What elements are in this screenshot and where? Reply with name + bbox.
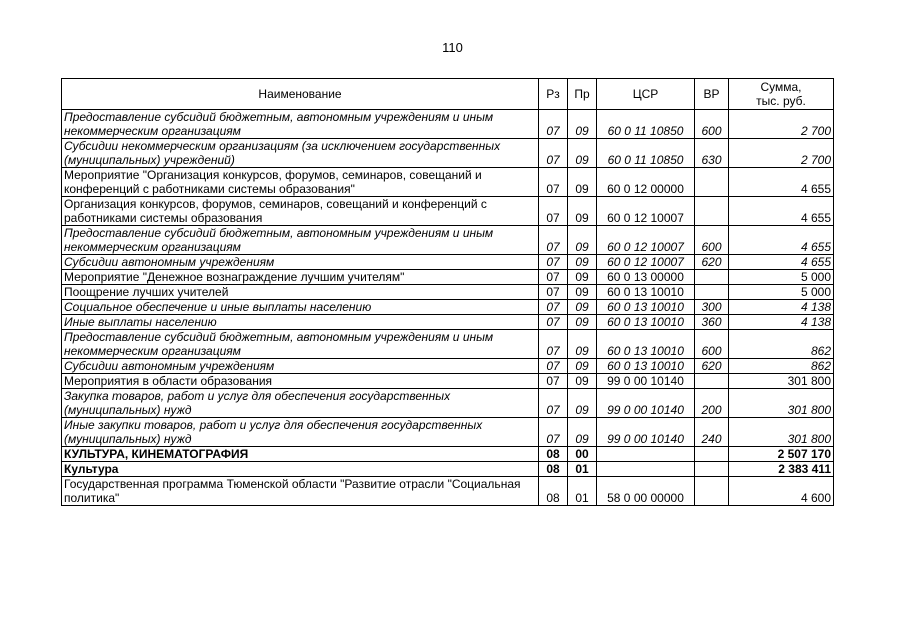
- cell-pr: 09: [568, 255, 597, 270]
- cell-rz: 07: [539, 110, 568, 139]
- cell-csr: 99 0 00 10140: [597, 389, 695, 418]
- table-row: [62, 226, 834, 255]
- cell-vr: [695, 270, 729, 285]
- cell-pr: 09: [568, 285, 597, 300]
- cell-rz: 07: [539, 374, 568, 389]
- cell-name: Государственная программа Тюменской области "Развитие отрасли "Социальная политика": [62, 477, 539, 506]
- cell-name: Иные выплаты населению: [62, 315, 539, 330]
- cell-pr: 09: [568, 418, 597, 447]
- cell-pr: 09: [568, 226, 597, 255]
- cell-vr: [695, 462, 729, 477]
- cell-csr: 99 0 00 10140: [597, 374, 695, 389]
- cell-vr: 300: [695, 300, 729, 315]
- header-csr: ЦСР: [597, 79, 695, 110]
- cell-rz: 07: [539, 270, 568, 285]
- header-pr: Пр: [568, 79, 597, 110]
- cell-vr: 600: [695, 226, 729, 255]
- cell-sum: 2 700: [729, 139, 834, 168]
- cell-pr: 09: [568, 300, 597, 315]
- cell-rz: 07: [539, 389, 568, 418]
- cell-name: Поощрение лучших учителей: [62, 285, 539, 300]
- table-row: [62, 477, 834, 506]
- table-row: [62, 255, 834, 270]
- cell-csr: 60 0 12 10007: [597, 197, 695, 226]
- cell-csr: 60 0 13 10010: [597, 315, 695, 330]
- cell-pr: 09: [568, 197, 597, 226]
- table-row: [62, 447, 834, 462]
- table-row: [62, 359, 834, 374]
- cell-name: Иные закупки товаров, работ и услуг для обеспечения государственных (муниципальных) нужд: [62, 418, 539, 447]
- cell-vr: 240: [695, 418, 729, 447]
- cell-name: Мероприятие "Организация конкурсов, форумов, семинаров, совещаний и конференций с работниками системы образования": [62, 168, 539, 197]
- cell-vr: 600: [695, 330, 729, 359]
- cell-csr: [597, 462, 695, 477]
- cell-name: Культура: [62, 462, 539, 477]
- cell-vr: [695, 447, 729, 462]
- cell-vr: 620: [695, 359, 729, 374]
- cell-pr: 09: [568, 374, 597, 389]
- cell-name: Субсидии автономным учреждениям: [62, 255, 539, 270]
- cell-pr: 09: [568, 270, 597, 285]
- cell-vr: [695, 285, 729, 300]
- cell-csr: 60 0 12 10007: [597, 226, 695, 255]
- cell-sum: 2 700: [729, 110, 834, 139]
- cell-name: Предоставление субсидий бюджетным, автономным учреждениям и иным некоммерческим организациям: [62, 226, 539, 255]
- cell-csr: 99 0 00 10140: [597, 418, 695, 447]
- cell-rz: 07: [539, 285, 568, 300]
- budget-table: [61, 78, 834, 506]
- cell-rz: 08: [539, 462, 568, 477]
- cell-vr: [695, 374, 729, 389]
- cell-rz: 07: [539, 315, 568, 330]
- table-row: [62, 285, 834, 300]
- cell-name: Закупка товаров, работ и услуг для обеспечения государственных (муниципальных) нужд: [62, 389, 539, 418]
- table-header-row: [62, 79, 834, 110]
- cell-rz: 08: [539, 477, 568, 506]
- cell-name: Социальное обеспечение и иные выплаты населению: [62, 300, 539, 315]
- cell-pr: 01: [568, 462, 597, 477]
- cell-pr: 00: [568, 447, 597, 462]
- cell-csr: 60 0 11 10850: [597, 110, 695, 139]
- cell-name: Организация конкурсов, форумов, семинаров, совещаний и конференций с работниками системы образования: [62, 197, 539, 226]
- cell-csr: 60 0 13 10010: [597, 359, 695, 374]
- header-sum-line1: Сумма,: [760, 80, 802, 94]
- cell-rz: 07: [539, 418, 568, 447]
- table-row: [62, 374, 834, 389]
- cell-sum: 4 138: [729, 300, 834, 315]
- cell-sum: 5 000: [729, 270, 834, 285]
- header-sum: [729, 79, 834, 110]
- cell-sum: 862: [729, 330, 834, 359]
- cell-csr: [597, 447, 695, 462]
- cell-sum: 4 655: [729, 255, 834, 270]
- cell-name: Субсидии некоммерческим организациям (за исключением государственных (муниципальных) учреждений): [62, 139, 539, 168]
- cell-pr: 09: [568, 139, 597, 168]
- header-sum-line2: тыс. руб.: [756, 94, 806, 108]
- cell-sum: 2 507 170: [729, 447, 834, 462]
- cell-pr: 09: [568, 389, 597, 418]
- table-row: [62, 168, 834, 197]
- cell-sum: 301 800: [729, 418, 834, 447]
- cell-name: Предоставление субсидий бюджетным, автономным учреждениям и иным некоммерческим организациям: [62, 110, 539, 139]
- cell-pr: 01: [568, 477, 597, 506]
- cell-sum: 5 000: [729, 285, 834, 300]
- cell-pr: 09: [568, 359, 597, 374]
- cell-csr: 60 0 13 10010: [597, 330, 695, 359]
- header-vr: ВР: [695, 79, 729, 110]
- cell-vr: [695, 477, 729, 506]
- cell-name: Субсидии автономным учреждениям: [62, 359, 539, 374]
- table-row: [62, 139, 834, 168]
- cell-rz: 07: [539, 359, 568, 374]
- table-row: [62, 330, 834, 359]
- table-row: [62, 389, 834, 418]
- cell-rz: 07: [539, 226, 568, 255]
- cell-rz: 07: [539, 330, 568, 359]
- cell-vr: 360: [695, 315, 729, 330]
- cell-rz: 07: [539, 139, 568, 168]
- table-row: [62, 462, 834, 477]
- cell-name: Мероприятие "Денежное вознаграждение лучшим учителям": [62, 270, 539, 285]
- cell-sum: 2 383 411: [729, 462, 834, 477]
- cell-vr: 600: [695, 110, 729, 139]
- cell-vr: [695, 168, 729, 197]
- cell-name: Мероприятия в области образования: [62, 374, 539, 389]
- cell-rz: 07: [539, 300, 568, 315]
- cell-sum: 301 800: [729, 389, 834, 418]
- cell-sum: 4 655: [729, 226, 834, 255]
- cell-csr: 58 0 00 00000: [597, 477, 695, 506]
- cell-pr: 09: [568, 168, 597, 197]
- table-row: [62, 270, 834, 285]
- cell-csr: 60 0 13 00000: [597, 270, 695, 285]
- cell-csr: 60 0 13 10010: [597, 300, 695, 315]
- cell-rz: 07: [539, 255, 568, 270]
- table-row: [62, 197, 834, 226]
- cell-csr: 60 0 12 00000: [597, 168, 695, 197]
- cell-vr: 620: [695, 255, 729, 270]
- table-row: [62, 418, 834, 447]
- cell-pr: 09: [568, 315, 597, 330]
- cell-rz: 07: [539, 168, 568, 197]
- cell-vr: 200: [695, 389, 729, 418]
- cell-csr: 60 0 13 10010: [597, 285, 695, 300]
- cell-vr: 630: [695, 139, 729, 168]
- cell-sum: 301 800: [729, 374, 834, 389]
- cell-sum: 4 600: [729, 477, 834, 506]
- cell-vr: [695, 197, 729, 226]
- page-number: 110: [442, 40, 463, 55]
- header-rz: Рз: [539, 79, 568, 110]
- table-row: [62, 315, 834, 330]
- cell-pr: 09: [568, 330, 597, 359]
- table-row: [62, 110, 834, 139]
- header-name: Наименование: [62, 79, 539, 110]
- cell-name: Предоставление субсидий бюджетным, автономным учреждениям и иным некоммерческим организациям: [62, 330, 539, 359]
- cell-csr: 60 0 12 10007: [597, 255, 695, 270]
- cell-csr: 60 0 11 10850: [597, 139, 695, 168]
- cell-sum: 4 655: [729, 168, 834, 197]
- cell-sum: 862: [729, 359, 834, 374]
- cell-rz: 07: [539, 197, 568, 226]
- table-row: [62, 300, 834, 315]
- cell-name: КУЛЬТУРА, КИНЕМАТОГРАФИЯ: [62, 447, 539, 462]
- cell-pr: 09: [568, 110, 597, 139]
- cell-sum: 4 655: [729, 197, 834, 226]
- cell-rz: 08: [539, 447, 568, 462]
- cell-sum: 4 138: [729, 315, 834, 330]
